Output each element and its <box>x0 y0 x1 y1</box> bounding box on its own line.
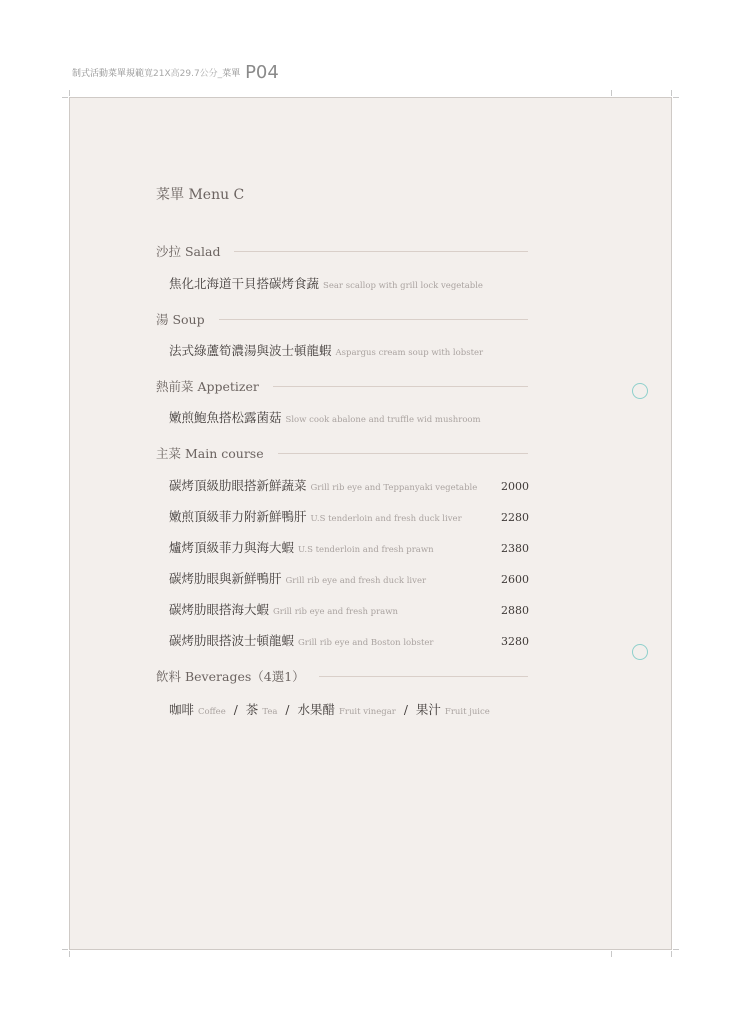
dish-name-en: Grill rib eye and fresh prawn <box>273 607 399 617</box>
section-heading: 湯 Soup <box>156 312 205 327</box>
spec-header <box>72 62 279 83</box>
section-divider <box>278 453 528 454</box>
dish-name-en: Sear scallop with grill lock vegetable <box>323 281 483 291</box>
menu-item <box>169 569 529 587</box>
dish-name-zh: 碳烤肋眼與新鮮鴨肝 <box>169 571 282 586</box>
menu-item <box>169 631 529 649</box>
crop-mark-bottom-right-h <box>673 949 679 950</box>
page-number: P04 <box>245 62 279 83</box>
menu-item <box>169 476 529 494</box>
dish-name-en: Grill rib eye and Boston lobster <box>298 638 434 648</box>
dish-name-zh: 爐烤頂級菲力與海大蝦 <box>169 540 295 555</box>
dish-name-zh: 法式綠蘆筍濃湯與波士頓龍蝦 <box>169 343 332 358</box>
beverage-options <box>169 700 490 718</box>
registration-mark-upper <box>632 383 648 399</box>
section-divider <box>319 676 528 677</box>
menu-item <box>169 507 529 525</box>
beverage-separator: / <box>285 703 290 717</box>
dish-name-en: Aspargus cream soup with lobster <box>335 348 484 358</box>
section-divider <box>234 251 528 252</box>
menu-title: 菜單 Menu C <box>156 187 245 203</box>
beverage-name-en: Fruit vinegar <box>338 707 396 717</box>
menu-item <box>169 408 529 426</box>
section-salad <box>156 241 528 261</box>
section-appetizer <box>156 376 528 396</box>
dish-price: 2880 <box>501 604 529 617</box>
section-heading: 飲料 Beverages（4選1） <box>156 669 305 684</box>
crop-mark-top-left <box>69 90 70 96</box>
dish-price: 3280 <box>501 635 529 648</box>
section-divider <box>273 386 528 387</box>
dish-price: 2280 <box>501 511 529 524</box>
crop-mark-top-right <box>671 90 672 96</box>
beverage-separator: / <box>233 703 238 717</box>
crop-mark-bottom-left <box>69 951 70 957</box>
section-soup <box>156 309 528 329</box>
dish-price: 2600 <box>501 573 529 586</box>
menu-item <box>169 274 529 292</box>
dish-name-zh: 嫩煎鮑魚搭松露菌菇 <box>169 410 282 425</box>
spec-header-size: 寬21X高29.7公分_ <box>144 69 223 79</box>
section-beverages <box>156 666 528 686</box>
menu-item <box>169 538 529 556</box>
crop-mark-bottom-left-h <box>62 949 68 950</box>
beverage-name-zh: 水果醋 <box>297 702 335 717</box>
dish-name-zh: 嫩煎頂級菲力附新鮮鴨肝 <box>169 509 307 524</box>
section-heading: 沙拉 Salad <box>156 244 221 259</box>
section-heading: 主菜 Main course <box>156 446 264 461</box>
beverage-name-zh: 茶 <box>245 702 259 717</box>
crop-mark-top-left-h <box>62 97 68 98</box>
dish-name-zh: 碳烤肋眼搭波士頓龍蝦 <box>169 633 295 648</box>
crop-mark-bottom-right <box>671 951 672 957</box>
dish-price: 2380 <box>501 542 529 555</box>
section-main-course <box>156 443 528 463</box>
beverage-name-en: Tea <box>262 707 278 717</box>
dish-name-en: U.S tenderloin and fresh duck liver <box>310 514 462 524</box>
dish-name-en: U.S tenderloin and fresh prawn <box>298 545 434 555</box>
menu-item <box>169 341 529 359</box>
beverage-name-en: Fruit juice <box>444 707 490 717</box>
dish-name-en: Slow cook abalone and truffle wid mushroom <box>285 415 481 425</box>
registration-mark-lower <box>632 644 648 660</box>
section-divider <box>219 319 528 320</box>
dish-name-zh: 碳烤頂級肋眼搭新鮮蔬菜 <box>169 478 307 493</box>
menu-item <box>169 600 529 618</box>
section-heading: 熱前菜 Appetizer <box>156 379 259 394</box>
beverage-name-zh: 咖啡 <box>169 702 195 717</box>
beverage-name-en: Coffee <box>198 707 226 717</box>
beverage-name-zh: 果汁 <box>415 702 441 717</box>
crop-mark-top-inner <box>611 90 612 96</box>
dish-name-zh: 碳烤肋眼搭海大蝦 <box>169 602 270 617</box>
crop-mark-bottom-inner <box>611 951 612 957</box>
spec-header-suffix: 菜單 <box>222 69 241 79</box>
beverage-separator: / <box>403 703 408 717</box>
dish-price: 2000 <box>501 480 529 493</box>
dish-name-zh: 焦化北海道干貝搭碳烤食蔬 <box>169 276 320 291</box>
spec-header-prefix: 制式活動菜單規範 <box>72 69 145 79</box>
dish-name-en: Grill rib eye and fresh duck liver <box>285 576 427 586</box>
crop-mark-top-right-h <box>673 97 679 98</box>
dish-name-en: Grill rib eye and Teppanyaki vegetable <box>310 483 478 493</box>
